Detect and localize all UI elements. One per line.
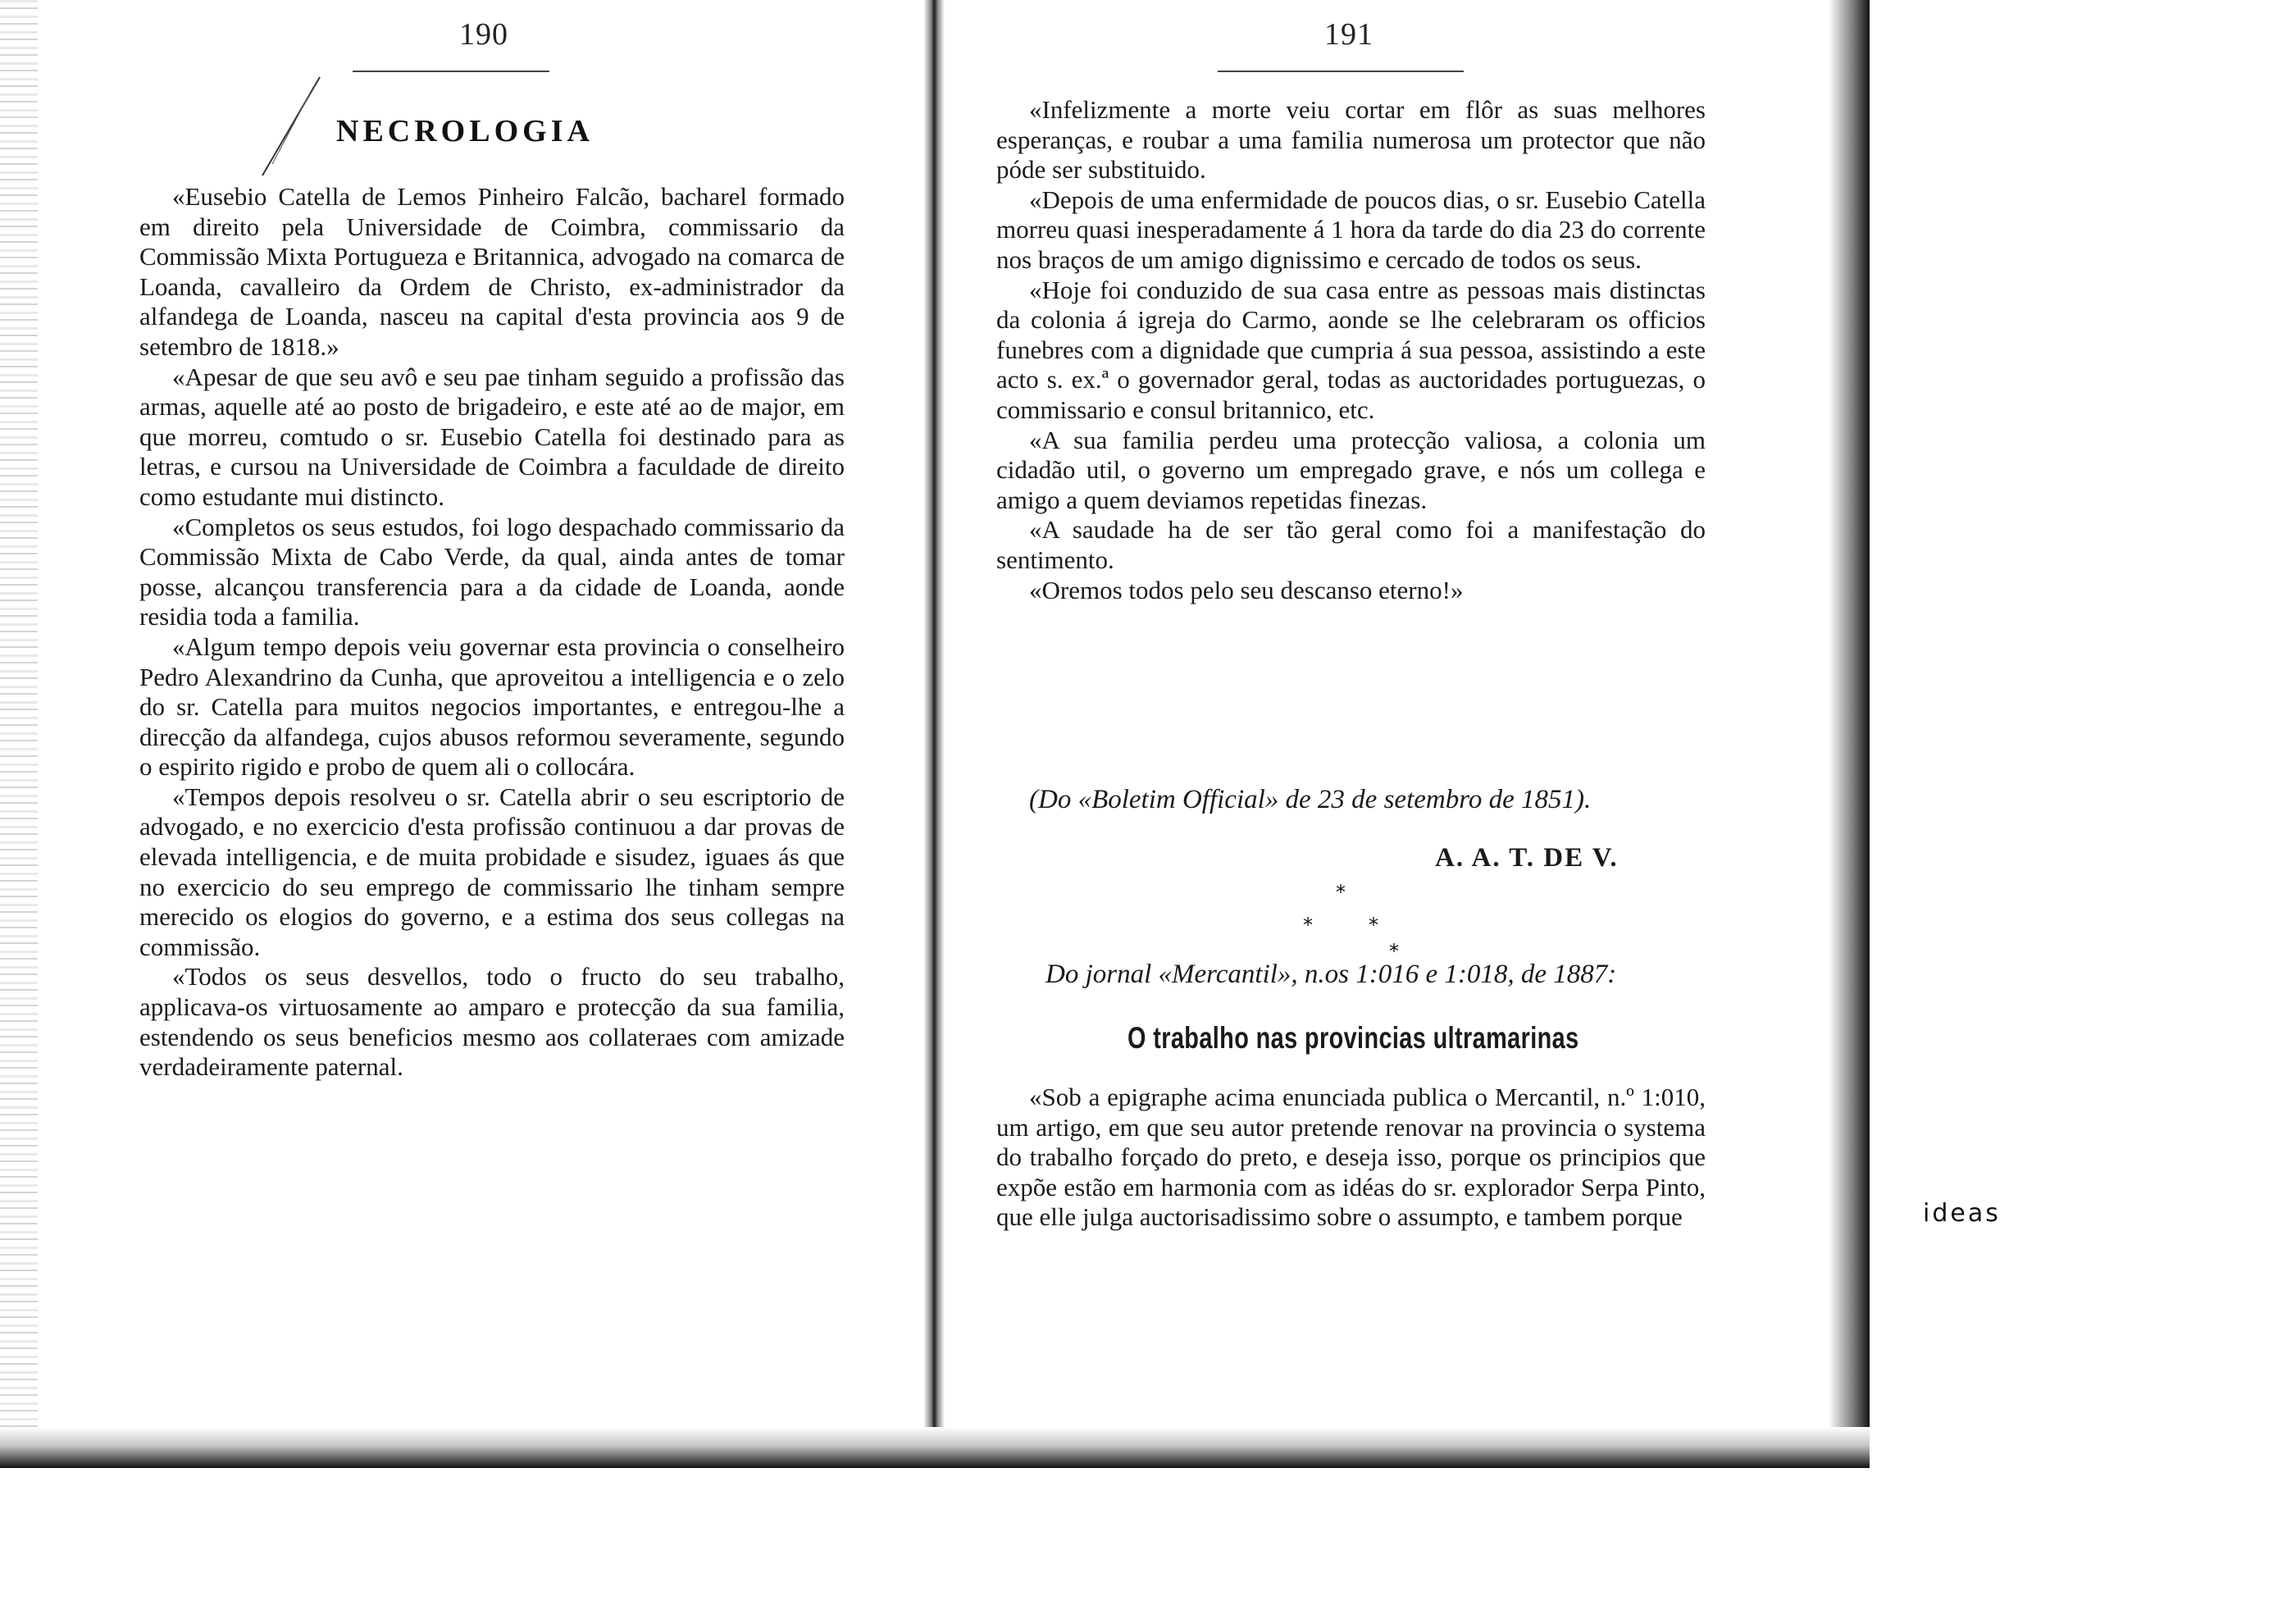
journal-reference: Do jornal «Mercantil», n.os 1:016 e 1:018, de 1887:: [1046, 960, 1617, 989]
paragraph: «Infelizmente a morte veiu cortar em flôr as suas melhores esperanças, e roubar a uma familia numerosa um protector que não póde ser substituido.: [996, 95, 1706, 185]
paragraph: «Eusebio Catella de Lemos Pinheiro Falcão, bacharel formado em direito pela Universidade de Coimbra, commissario da Commissão Mixta Portugueza e Britannica, advogado na comarca de Loanda, cavalleiro da Ordem de Christo, ex-administrador da alfandega de Loanda, nasceu na capital d'esta provincia aos 9 de setembro de 1818.»: [139, 182, 845, 361]
author-signature: A. A. T. DE V.: [1435, 843, 1619, 873]
necrology-heading: NECROLOGIA: [336, 114, 594, 148]
svg-text:*: *: [1336, 881, 1346, 904]
paragraph: «Hoje foi conduzido de sua casa entre as pessoas mais distinctas da colonia á igreja do Carmo, aonde se lhe celebraram os officios funebres com a dignidade que cumpria á sua pessoa, assistindo a este acto s. ex.ª o governador geral, todas as auctoridades portuguezas, o commissario e consul britannico, etc.: [996, 275, 1706, 424]
left-page-edge: [0, 0, 38, 1468]
right-page-edge: [1829, 0, 1870, 1468]
left-header-rule: [353, 71, 549, 72]
handwritten-margin-note: ideas: [1923, 1199, 2001, 1228]
paragraph: «Algum tempo depois veiu governar esta provincia o conselheiro Pedro Alexandrino da Cunha, que aproveitou a intelligencia e o zelo do sr. Catella para muitos negocios importantes, e entregou-lhe a direcção da alfandega, cujos abusos reformou severamente, segundo o espirito rigido e probo de quem ali o collocára.: [139, 631, 845, 782]
paragraph: «Oremos todos pelo seu descanso eterno!»: [1029, 575, 1464, 604]
article-title: O trabalho nas provincias ultramarinas: [1128, 1021, 1579, 1055]
article-text: [996, 1083, 1706, 1233]
paragraph: «Apesar de que seu avô e seu pae tinham seguido a profissão das armas, aquelle até ao posto de brigadeiro, e este até ao de major, em que morreu, comtudo o sr. Eusebio Catella foi destinado para as letras, e cursou na Universidade de Coimbra a faculdade de direito como estudante mui distincto.: [139, 362, 845, 511]
svg-text:*: *: [1389, 940, 1399, 960]
bottom-page-edge: [0, 1427, 1870, 1468]
paragraph: «Todos os seus desvellos, todo o fructo do seu trabalho, applicava-os virtuosamente ao amparo e protecção da sua familia, estendendo os seus beneficios mesmo aos collateraes com amizade verdadeiramente paternal.: [139, 962, 845, 1082]
paragraph: «Depois de uma enfermidade de poucos dias, o sr. Eusebio Catella morreu quasi inesperadamente á 1 hora da tarde do dia 23 do corrente nos braços de um amigo dignissimo e cercado de todos os seus.: [996, 185, 1706, 274]
right-header-rule: [1218, 71, 1464, 72]
pen-mark: [254, 74, 328, 180]
paragraph: «Sob a epigraphe acima enunciada publica o Mercantil, n.º 1:010, um artigo, em que seu autor pretende renovar na provincia o systema do trabalho forçado do preto, e deseja isso, porque os principios que expõe estão em harmonia com as idéas do sr. explorador Serpa Pinto, que elle julga auctorisadissimo sobre o assumpto, e tambem porque: [996, 1083, 1706, 1232]
book-gutter: [923, 0, 945, 1468]
svg-text:*: *: [1369, 914, 1378, 937]
asterism-ornament: [1275, 878, 1406, 960]
source-citation: (Do «Boletim Official» de 23 de setembro de 1851).: [1029, 785, 1592, 814]
paragraph: «A saudade ha de ser tão geral como foi a manifestação do sentimento.: [996, 515, 1706, 574]
left-page-text: [139, 182, 845, 1083]
svg-text:*: *: [1303, 914, 1313, 937]
paragraph: «A sua familia perdeu uma protecção valiosa, a colonia um cidadão util, o governo um empregado grave, e nós um collega e amigo a quem deviamos repetidas finezas.: [996, 425, 1706, 514]
paragraph: «Completos os seus estudos, foi logo despachado commissario da Commissão Mixta de Cabo Verde, da qual, ainda antes de tomar posse, alcançou transferencia para a da cidade de Loanda, aonde residia toda a familia.: [139, 512, 845, 631]
right-page-number: 191: [1324, 17, 1374, 52]
left-page-number: 190: [459, 17, 508, 52]
paragraph: «Tempos depois resolveu o sr. Catella abrir o seu escriptorio de advogado, e no exercicio d'esta profissão continuou a dar provas de elevada intelligencia, e de muita probidade e sisudez, iguaes ás que no exercicio do seu emprego de commissario lhe tinham sempre merecido os elogios do governo, e a estima dos seus collegas na commissão.: [139, 782, 845, 961]
right-page-text: [996, 95, 1706, 605]
